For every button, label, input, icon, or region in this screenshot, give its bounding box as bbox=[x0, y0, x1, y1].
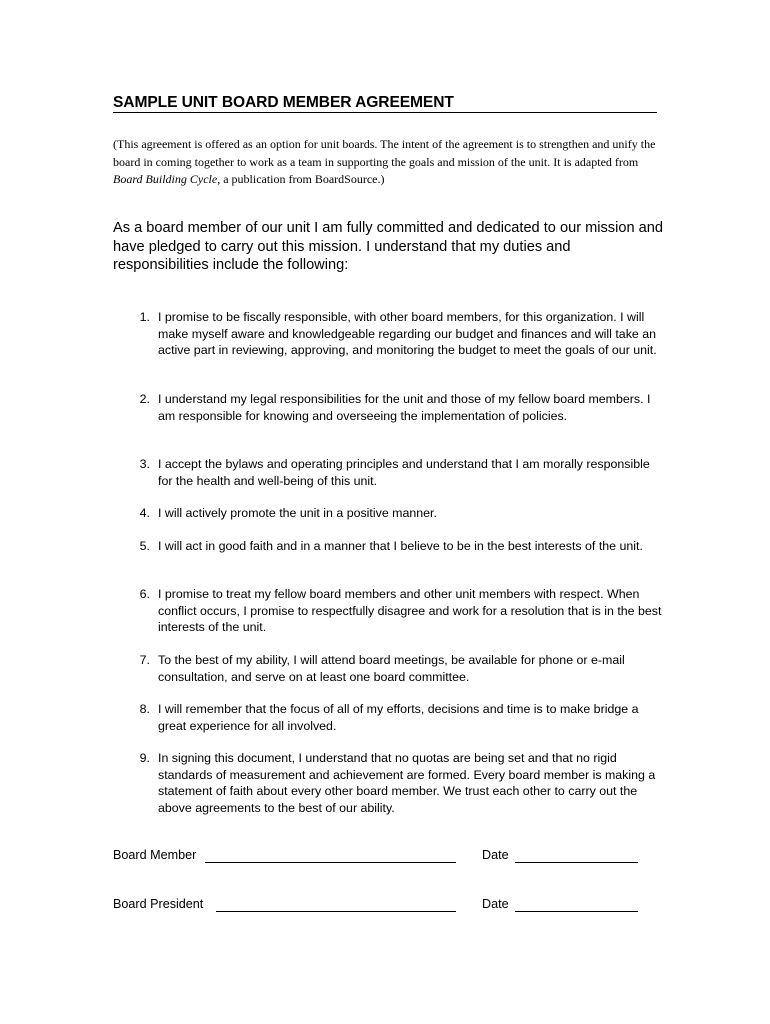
title-underline bbox=[113, 112, 657, 113]
lead-paragraph: As a board member of our unit I am fully committed and dedicated to our mission and have pledged to carry out this mission. I understand that my duties and responsibilities include the following: bbox=[113, 220, 663, 273]
list-item-text: I accept the bylaws and operating principles and understand that I am morally responsible for the health and well-being of this unit. bbox=[158, 457, 650, 488]
list-item-text: I promise to treat my fellow board members and other unit members with respect. When conflict occurs, I promise to respectfully disagree and work for a resolution that is in the best interests of the unit. bbox=[158, 587, 662, 635]
list-item-text: In signing this document, I understand that no quotas are being set and that no rigid standards of measurement and achievement are formed. Every board member is making a statement of faith about every other board member. We trust each other to carry out the above agreements to the best of our ability. bbox=[158, 751, 656, 815]
list-item-number: 3. bbox=[139, 457, 150, 471]
list-item-text: I will actively promote the unit in a positive manner. bbox=[158, 506, 437, 520]
board-president-label: Board President bbox=[113, 897, 204, 911]
board-member-signature-line[interactable] bbox=[205, 862, 456, 863]
board-president-signature-line[interactable] bbox=[216, 911, 456, 912]
intro-text-after: , a publication from BoardSource.) bbox=[217, 172, 385, 187]
board-member-signature-row bbox=[113, 848, 673, 866]
list-item-number: 7. bbox=[139, 653, 150, 667]
intro-note bbox=[113, 136, 663, 189]
intro-publication-title: Board Building Cycle bbox=[113, 172, 218, 187]
list-item-number: 4. bbox=[139, 506, 150, 520]
list-item-text: I promise to be fiscally responsible, with other board members, for this organization. I will make myself aware and knowledgeable regarding our budget and finances and will take an active part in reviewing, approving, and monitoring the budget to meet the goals of our unit. bbox=[158, 310, 657, 358]
intro-text-before: (This agreement is offered as an option for unit boards. The intent of the agreement is to strengthen and unify the board in coming together to work as a team in supporting the goals and mission of the unit. It is adapted from bbox=[113, 137, 656, 169]
date-label: Date bbox=[482, 897, 509, 911]
list-item-text: I understand my legal responsibilities for the unit and those of my fellow board members. I am responsible for knowing and overseeing the implementation of policies. bbox=[158, 392, 651, 423]
board-president-date-line[interactable] bbox=[515, 911, 638, 912]
list-item-number: 1. bbox=[139, 310, 150, 324]
date-label: Date bbox=[482, 848, 509, 862]
document-title: SAMPLE UNIT BOARD MEMBER AGREEMENT bbox=[113, 94, 454, 111]
list-item-text: To the best of my ability, I will attend board meetings, be available for phone or e-mail consultation, and serve on at least one board committee. bbox=[158, 653, 625, 684]
list-item-number: 2. bbox=[139, 392, 150, 406]
board-member-label: Board Member bbox=[113, 848, 197, 862]
list-item-number: 6. bbox=[139, 587, 150, 601]
list-item-text: I will remember that the focus of all of my efforts, decisions and time is to make bridge a great experience for all involved. bbox=[158, 702, 639, 733]
list-item-text: I will act in good faith and in a manner that I believe to be in the best interests of the unit. bbox=[158, 539, 643, 553]
list-item-number: 5. bbox=[139, 539, 150, 553]
board-member-date-line[interactable] bbox=[515, 862, 638, 863]
list-item-number: 8. bbox=[139, 702, 150, 716]
board-president-signature-row bbox=[113, 897, 673, 915]
list-item-number: 9. bbox=[139, 751, 150, 765]
